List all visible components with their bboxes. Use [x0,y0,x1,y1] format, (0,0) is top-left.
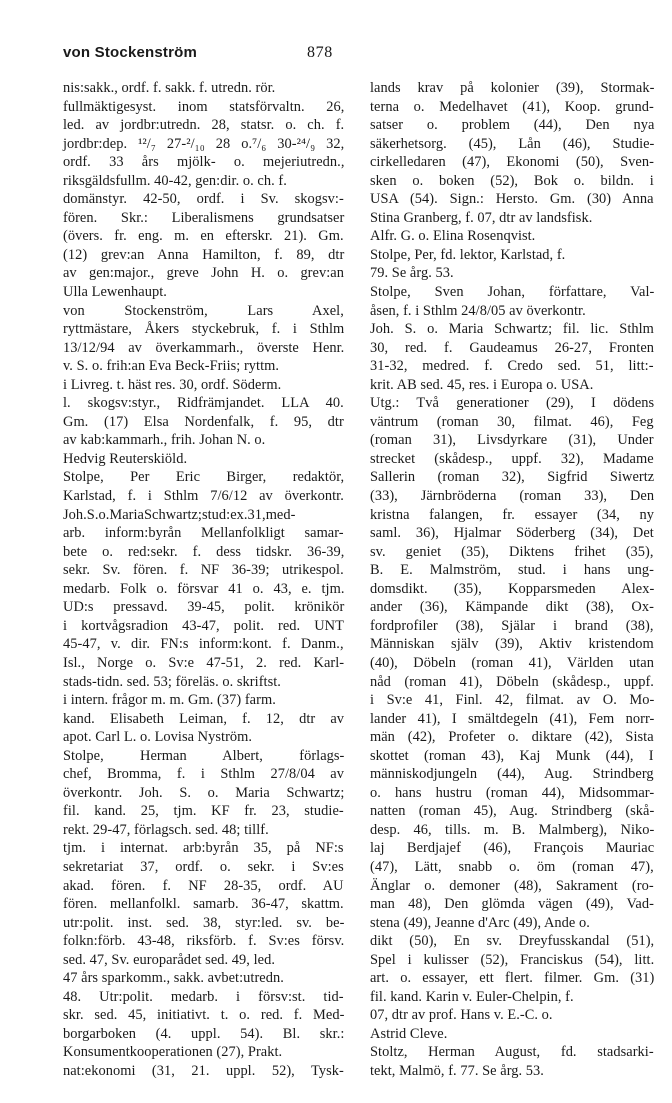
text-line: Utg.: Två generationer (29), I dödens [370,395,655,412]
text-line: Sallerin (roman 32), Sigfrid Siwertz [370,469,655,486]
text-line: kristna falangen, fr. essayer (34, ny [370,506,655,523]
text-line: led. av jordbr:utredn. 28, statsr. o. ch. f. [63,117,345,134]
text-line: rekt. 29-47, förlagsch. sed. 48; tillf. [63,821,269,838]
text-line: USA (54). Sign.: Hersto. Gm. (30) Anna [370,191,654,208]
text-line: 79. Se årg. 53. [370,265,454,282]
text-line: l. skogsv:styr., Ridfrämjandet. LLA 40. [63,395,344,412]
text-line: i kortvågsradion 43-47, polit. red. UNT [63,617,344,634]
text-line: Joh.S.o.MariaSchwartz;stud:ex.31,med- [63,506,296,523]
running-head: von Stockenström [63,44,198,61]
text-line: fil. kand. 25, tjm. KF fr. 23, studie- [63,803,344,820]
text-line: kand. Elisabeth Leiman, f. 12, dtr av [63,710,345,727]
text-line: Människan själv (39), Aktiv kristendom [370,636,654,653]
text-line: lands krav på kolonier (39), Stormak- [370,80,655,96]
text-line: Gm. (17) Elsa Nordenfalk, f. 95, dtr [63,413,344,430]
text-line: nåd (roman 41), Döbeln (skådesp., uppf. [370,673,654,690]
text-line: Joh. S. o. Maria Schwartz; fil. lic. Sthlm [370,321,654,338]
text-line: (övers. fr. eng. m. en efterskr. 21). Gm. [63,228,344,245]
text-line: nis:sakk., ordf. f. sakk. f. utredn. rör. [63,80,276,96]
text-line: krit. AB sed. 45, res. i Europa o. USA. [370,376,594,393]
text-line: Alfr. G. o. Elina Rosenqvist. [370,228,536,245]
text-line: (33), Järnbröderna (roman 33), Den [370,488,655,505]
text-line: män (42), Profeter o. diktare (42), Sista [370,729,654,746]
text-line: satser o. problem (44), Den nya [370,117,655,134]
text-line: B. E. Malmström, stud. i hans ung- [370,562,654,579]
text-line: 45-47, v. dir. FN:s inform:kont. f. Danm., [63,636,344,653]
text-line: åsen, f. i Sthlm 24/8/05 av överkontr. [370,302,586,319]
text-line: (47), Lätt, snabb o. öm (roman 47), [370,858,654,875]
text-line: Stoltz, Herman August, fd. stadsarki- [370,1044,654,1061]
text-line: apot. Carl L. o. Lovisa Nyström. [63,729,253,746]
page-number: 878 [307,44,333,61]
text-line: 07, dtr av prof. Hans v. E.-C. o. [370,1007,553,1024]
text-line: fil. kand. Karin v. Euler-Chelpin, f. [370,988,574,1005]
text-line: natten (roman 45), Aug. Strindberg (skå- [370,803,655,820]
text-line: överkontr. Joh. S. o. Maria Schwartz; [63,784,345,801]
text-line: utr:polit. inst. sed. 38, styr:led. sv. be- [63,914,345,931]
text-line: medarb. Folk o. försvar 41 o. 43, e. tjm. [63,580,345,597]
text-line: Karlstad, f. i Sthlm 7/6/12 av överkontr. [63,488,344,505]
text-line: i intern. frågor m. m. Gm. (37) farm. [63,692,276,709]
text-line: ryttmästare, Åkers styckebruk, f. i Sthlm [63,321,345,338]
text-line: borgarboken (4. uppl. 54). Bl. skr.: [63,1025,345,1042]
text-line: fören. Skr.: Liberalismens grundsatser [63,209,345,226]
text-line: nat:ekonomi (31, 21. uppl. 52), Tysk- [63,1062,344,1079]
text-line: jordbr:dep. ¹²/₇ 27-²/₁₀ 28 o.⁷/₆ 30-²⁴/₉ 32, [63,135,345,152]
text-line: desp. 46, tills. m. B. Malmberg), Niko- [370,821,655,838]
text-line: fullmäktigesyst. inom statsförvaltn. 26, [63,98,345,115]
text-line: tjm. i internat. arb:byrån 35, på NF:s [63,840,344,857]
text-line: människodjungeln (44), Aug. Strindberg [370,766,654,783]
text-line: Ulla Lewenhaupt. [63,284,167,301]
text-line: strecket (skådesp., uppf. 32), Madame [370,450,654,467]
text-line: cirkelledaren (47), Ekonomi (50), Sven- [370,154,654,171]
text-line: UD:s pressavd. 39-45, polit. krönikör [63,599,345,616]
text-line: saml. 36), Hjalmar Söderberg (34), Det [370,525,654,542]
text-line: (12) grev:an Anna Hamilton, f. 89, dtr [63,246,345,263]
text-line: Spel i kulisser (52), Franciskus (54), litt. [370,951,655,968]
text-line: arb. inform:byrån Mellanfolkligt samar- [63,525,344,542]
text-line: Hedvig Reuterskiöld. [63,450,188,467]
text-line: 48. Utr:polit. medarb. i försv:st. tid- [63,988,344,1005]
text-line: fordprofiler (38), Själar i brand (38), [370,617,654,634]
text-line: Stolpe, Sven Johan, författare, Val- [370,284,655,301]
text-line: ander (36), Kämpande dikt (38), Ox- [370,599,654,616]
text-line: sed. 47, Sv. europarådet sed. 49, led. [63,951,275,968]
text-line: 31-32, medred. f. Credo sed. 51, litt:- [370,358,654,375]
text-line: väntrum (roman 30, filmat. 46), Feg [370,413,654,430]
text-line: Stina Granberg, f. 07, dtr av landsfisk. [370,209,593,226]
text-line: Astrid Cleve. [370,1025,448,1042]
text-line: sv. geniet (35), Diktens frihet (35), [370,543,654,560]
text-line: ordf. 33 års mjölk- o. mejeriutredn., [63,154,345,171]
text-line: 47 års sparkomm., sakk. avbet:utredn. [63,970,284,987]
text-line: sekr. Sv. fören. f. NF 36-39; utrikespol. [63,562,344,579]
text-line: o. hans hustru (roman 44), Midsommar- [370,784,655,801]
text-line: fören. mellanfolkl. samarb. 36-47, skattm. [63,896,344,913]
text-line: art. o. essayer, ett flert. filmer. Gm. (31) [370,970,655,987]
text-line: folkn:förb. 43-48, riksförb. f. Sv:es försv. [63,933,345,950]
text-line: sken o. boken (52), Bok o. bildn. i [370,172,654,189]
text-line: Stolpe, Per Eric Birger, redaktör, [63,469,345,486]
text-line: domänstyr. 42-50, ordf. i Sv. skogsv:- [63,191,344,208]
text-line: man 48), Den glömda vägen (49), Vad- [370,896,654,913]
text-line: 30, red. f. Gaudeamus 26-27, Fronten [370,339,655,356]
text-line: v. S. o. frih:an Eva Beck-Friis; ryttm. [63,358,280,375]
right-column [370,79,654,1081]
text-line: bete o. red:sekr. f. dess tidskr. 36-39, [63,543,345,560]
text-line: stena (49), Jeanne d'Arc (49), Ande o. [370,914,590,931]
text-line: stads-tidn. sed. 53; föreläs. o. skriftst. [63,673,281,690]
text-line: sekretariat 37, ordf. o. sekr. i Sv:es [63,858,344,875]
text-line: Stolpe, Per, fd. lektor, Karlstad, f. [370,246,566,263]
text-line: i Sv:e 41, Finl. 42, filmat. av O. Mo- [370,692,655,709]
text-line: skottet (roman 43), Kaj Munk (44), I [370,747,654,764]
text-line: av kab:kammarh., frih. Johan N. o. [63,432,266,449]
text-line: (roman 31), Livsdyrkare (31), Under [370,432,654,449]
page-header [63,44,612,68]
text-line: skr. sed. 45, initiativt. t. o. red. f. Med- [63,1007,345,1024]
text-line: (40), Döbeln (roman 41), Världen utan [370,654,654,671]
text-line: dikt (50), En sv. Dreyfusskandal (51), [370,933,655,950]
text-line: terna o. Medelhavet (41), Koop. grund- [370,98,654,115]
text-line: Stolpe, Herman Albert, förlags- [63,747,345,764]
text-line: laj Berdjajef (46), François Mauriac [370,840,655,857]
text-line: domsdikt. (35), Kopparsmeden Alex- [370,580,655,597]
text-line: säkerhetsorg. (45), Lån (46), Studie- [370,135,655,152]
text-line: Isl., Norge o. Sv:e 47-51, 2. red. Karl- [63,654,345,671]
text-line: 13/12/94 av överkammarh., överste Henr. [63,339,345,356]
text-line: Konsumentkooperationen (27), Prakt. [63,1044,283,1061]
text-line: Änglar o. demoner (48), Sakrament (ro- [370,877,654,894]
text-line: chef, Bromma, f. i Sthlm 27/8/04 av [63,766,344,783]
left-column [63,79,344,1081]
text-line: av gen:major., greve John H. o. grev:an [63,265,344,282]
text-line: i Livreg. t. häst res. 30, ordf. Söderm. [63,376,282,393]
text-line: tekt, Malmö, f. 77. Se årg. 53. [370,1062,544,1079]
text-line: riksgäldsfullm. 40-42, gen:dir. o. ch. f. [63,172,287,189]
text-line: von Stockenström, Lars Axel, [63,302,344,319]
text-line: lander 41), I smältdegeln (41), Fem norr- [370,710,655,727]
text-line: akad. fören. f. NF 28-35, ordf. AU [63,877,344,894]
